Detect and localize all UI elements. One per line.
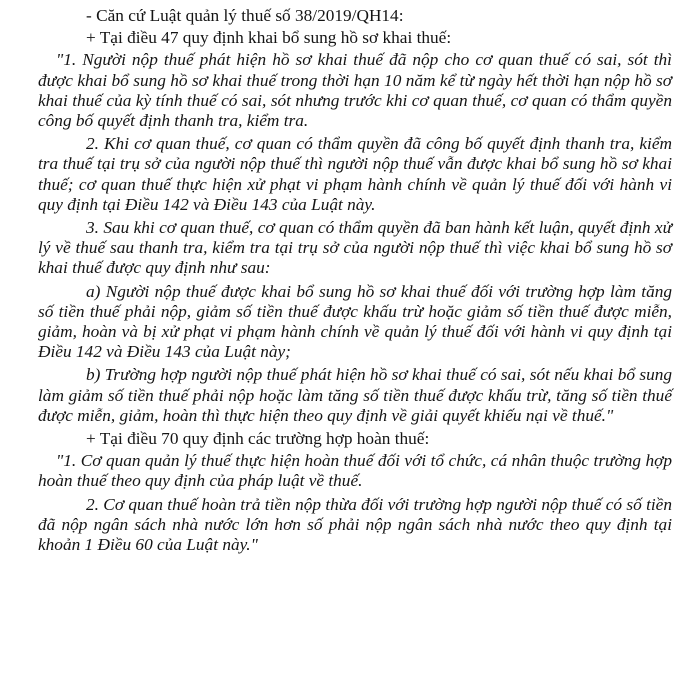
article-47-clause-3a: a) Người nộp thuế được khai bổ sung hồ sơ khai thuế đối với trường hợp làm tăng số tiền thuế phải nộp, giảm số tiền thuế được khấu trừ hoặc giảm số tiền thuế được miễn, giảm, hoàn và bị xử phạt vi phạm hành chính về quản lý thuế đối với hành vi quy định tại Điều 142 và Điều 143 của Luật này; xyxy=(38,281,672,362)
article-47-clause-2: 2. Khi cơ quan thuế, cơ quan có thẩm quyền đã công bố quyết định thanh tra, kiểm tra thuế tại trụ sở của người nộp thuế thì người nộp thuế vẫn được khai bổ sung hồ sơ khai thuế; cơ quan thuế thực hiện xử phạt vi phạm hành chính về quản lý thuế đối với hành vi quy định tại Điều 142 và Điều 143 của Luật này. xyxy=(38,134,672,214)
article-70-intro: + Tại điều 70 quy định các trường hợp hoàn thuế: xyxy=(86,429,430,449)
legal-basis-line: - Căn cứ Luật quản lý thuế số 38/2019/QH14: xyxy=(86,6,404,25)
article-70-clause-2: 2. Cơ quan thuế hoàn trả tiền nộp thừa đối với trường hợp người nộp thuế có số tiền đã nộp ngân sách nhà nước lớn hơn số phải nộp ngân sách nhà nước theo quy định tại khoản 1 Điều 60 của Luật này." xyxy=(38,494,672,555)
article-47-intro: + Tại điều 47 quy định khai bổ sung hồ sơ khai thuế: xyxy=(86,28,452,48)
article-47-clause-1: "1. Người nộp thuế phát hiện hồ sơ khai thuế đã nộp cho cơ quan thuế có sai, sót thì được khai bổ sung hồ sơ khai thuế trong thời hạn 10 năm kể từ ngày hết thời hạn nộp hồ sơ khai thuế của kỳ tính thuế có sai, sót nhưng trước khi cơ quan thuế, cơ quan có thẩm quyền công bố quyết định thanh tra, kiểm tra. xyxy=(38,50,672,131)
article-47-clause-3: 3. Sau khi cơ quan thuế, cơ quan có thẩm quyền đã ban hành kết luận, quyết định xử lý về thuế sau thanh tra, kiểm tra tại trụ sở của người nộp thuế thì việc khai bổ sung hồ sơ khai thuế được quy định như sau: xyxy=(38,218,672,278)
article-47-clause-3b: b) Trường hợp người nộp thuế phát hiện hồ sơ khai thuế có sai, sót nếu khai bổ sung làm giảm số tiền thuế phải nộp hoặc làm tăng số tiền thuế được khấu trừ, tăng số tiền thuế được miễn, giảm, hoàn thì thực hiện theo quy định về giải quyết khiếu nại về thuế." xyxy=(38,365,672,425)
article-70-clause-1: "1. Cơ quan quản lý thuế thực hiện hoàn thuế đối với tổ chức, cá nhân thuộc trường hợp hoàn thuế theo quy định của pháp luật về thuế. xyxy=(38,451,672,491)
